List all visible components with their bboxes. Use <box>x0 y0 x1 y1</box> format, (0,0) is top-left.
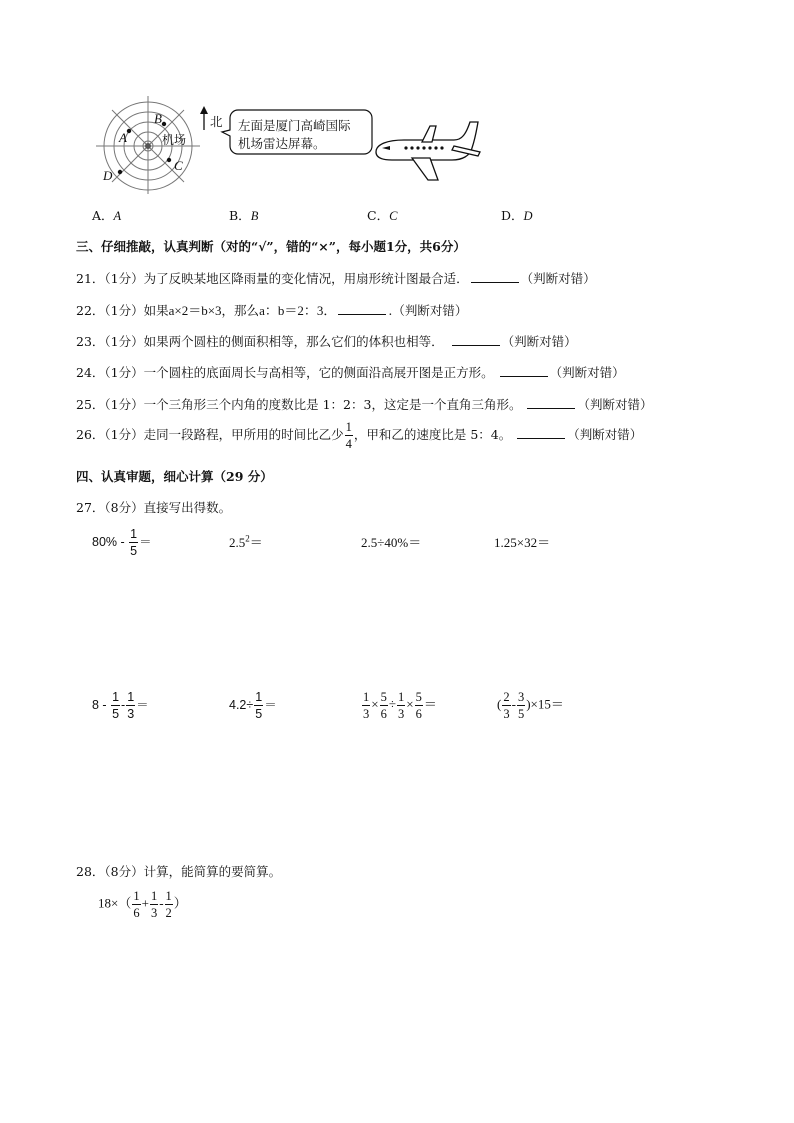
radar-label-d: D <box>103 168 113 183</box>
calc-1-2-equals: ＝ <box>249 535 263 550</box>
question-21-suffix: （判断对错） <box>520 271 596 286</box>
question-28-operator-1: + <box>141 895 149 911</box>
fraction-numerator: 3 <box>517 690 525 704</box>
question-23 <box>76 332 577 350</box>
fraction-denominator: 3 <box>503 706 510 721</box>
calc-1-2-base: 2.5 <box>229 535 246 550</box>
question-26 <box>76 421 642 450</box>
fraction-numerator: 5 <box>415 690 422 704</box>
fraction-denominator: 3 <box>127 706 135 721</box>
option-a-value: A <box>113 209 122 223</box>
answer-blank-22[interactable] <box>338 304 386 315</box>
calc-2-3-fraction-1 <box>362 691 370 720</box>
question-28-prefix: 18×（ <box>98 895 132 911</box>
answer-blank-21[interactable] <box>471 272 519 283</box>
option-b[interactable] <box>229 206 258 224</box>
calc-2-1-prefix: 8 - <box>92 697 111 712</box>
calc-2-3-fraction-2 <box>380 691 388 720</box>
section-3-heading: 三、仔细推敲，认真判断（对的“√”，错的“×”，每小题1分，共6分） <box>76 239 466 254</box>
question-28-fraction-1 <box>132 890 140 919</box>
option-d-value: D <box>523 209 533 223</box>
fraction-numerator: 1 <box>127 690 135 704</box>
calc-2-3 <box>361 691 437 720</box>
radar-label-b: B <box>154 111 162 126</box>
calc-2-4-operator: - <box>511 696 516 712</box>
question-25-suffix: （判断对错） <box>577 397 653 412</box>
fraction-numerator: 1 <box>345 420 352 434</box>
calc-2-1-equals: ＝ <box>136 697 149 712</box>
calc-2-4-open-paren: ( <box>497 696 502 712</box>
calc-2-4 <box>497 691 564 720</box>
question-21 <box>76 269 596 287</box>
calc-2-1-fraction-2 <box>126 691 135 720</box>
question-25 <box>76 395 652 413</box>
option-c-value: C <box>389 209 398 223</box>
question-28-fraction-2 <box>150 890 158 919</box>
question-23-text: 23．（1分）如果两个圆柱的侧面积相等，那么它们的体积也相等． <box>76 334 444 349</box>
fraction-denominator: 3 <box>363 706 370 721</box>
question-28-title: 28．（8分）计算，能简算的要简算。 <box>76 864 282 879</box>
fraction-denominator: 6 <box>380 706 387 721</box>
fraction-denominator: 6 <box>415 706 422 721</box>
question-21-text: 21．（1分）为了反映某地区降雨量的变化情况，用扇形统计图最合适． <box>76 271 469 286</box>
calc-2-2 <box>229 691 277 720</box>
question-23-suffix: （判断对错） <box>501 334 577 349</box>
answer-blank-26[interactable] <box>517 428 565 439</box>
question-24 <box>76 363 625 381</box>
question-26-suffix: （判断对错） <box>567 427 643 442</box>
fraction-numerator: 1 <box>133 889 140 903</box>
fraction-numerator: 1 <box>150 889 158 903</box>
calc-1-1-fraction <box>129 528 138 557</box>
calc-2-1-operator: - <box>121 697 126 712</box>
fraction-denominator: 6 <box>133 905 140 920</box>
radar-label-c: C <box>174 158 183 173</box>
radar-figure <box>92 94 492 194</box>
fraction-denominator: 4 <box>345 436 352 451</box>
option-d[interactable] <box>501 206 533 224</box>
fraction-denominator: 3 <box>397 706 405 721</box>
calc-2-2-prefix: 4.2÷ <box>229 697 254 712</box>
section-4-heading: 四、认真审题，细心计算（29 分） <box>76 469 273 484</box>
calc-2-4-fraction-1 <box>502 691 510 720</box>
fraction-denominator: 5 <box>130 543 138 558</box>
calc-2-3-operator-3: × <box>406 696 414 712</box>
question-26-fraction <box>345 421 353 450</box>
question-24-suffix: （判断对错） <box>549 365 625 380</box>
calc-2-3-operator-2: ÷ <box>388 696 396 712</box>
fraction-denominator: 2 <box>165 905 172 920</box>
question-28-operator-2: - <box>159 895 164 911</box>
question-25-text: 25．（1分）一个三角形三个内角的度数比是 1：2：3，这定是一个直角三角形。 <box>76 397 522 412</box>
north-label: 北 <box>210 114 223 129</box>
radar-label-a: A <box>119 130 127 145</box>
answer-blank-25[interactable] <box>527 398 575 409</box>
question-27-title: 27．（8分）直接写出得数。 <box>76 500 232 515</box>
fraction-numerator: 2 <box>503 690 510 704</box>
fraction-numerator: 1 <box>397 690 405 704</box>
calc-2-3-equals: ＝ <box>423 696 437 712</box>
calc-1-1-equals: ＝ <box>139 534 152 549</box>
fraction-denominator: 3 <box>150 905 158 920</box>
calc-1-4: 1.25×32＝ <box>494 535 551 550</box>
question-24-text: 24．（1分）一个圆柱的底面周长与高相等，它的侧面沿高展开图是正方形。 <box>76 365 494 380</box>
option-a-prefix: A． <box>92 208 114 223</box>
answer-blank-23[interactable] <box>452 335 500 346</box>
calc-1-2-exponent: 2 <box>245 533 250 544</box>
question-22-middle: ，那么 <box>221 303 260 318</box>
question-22-suffix: .（判断对错） <box>388 303 468 318</box>
question-28-fraction-3 <box>165 890 173 919</box>
calc-2-3-fraction-3 <box>397 691 405 720</box>
airport-label: 机场 <box>162 133 187 147</box>
question-26-middle: ，甲和乙的速度比是 5：4。 <box>353 427 512 442</box>
calc-2-3-fraction-4 <box>415 691 423 720</box>
calc-2-3-operator-1: × <box>371 696 379 712</box>
calc-1-3: 2.5÷40%＝ <box>361 535 422 550</box>
fraction-denominator: 5 <box>255 706 263 721</box>
fraction-denominator: 5 <box>517 706 525 721</box>
calc-1-1 <box>92 528 152 557</box>
calc-1-1-prefix: 80% - <box>92 534 129 549</box>
question-28-suffix: ） <box>173 895 187 911</box>
question-22-prefix: 22．（1分）如果 <box>76 303 169 318</box>
question-22-expression-1: a×2＝b×3 <box>168 303 222 318</box>
calc-2-1-fraction-1 <box>111 691 120 720</box>
speech-bubble-line1: 左面是厦门高崎国际 <box>238 118 351 133</box>
fraction-numerator: 1 <box>255 690 263 704</box>
answer-blank-24[interactable] <box>500 366 548 377</box>
question-26-prefix: 26．（1分）走同一段路程，甲所用的时间比乙少 <box>76 427 344 442</box>
fraction-numerator: 1 <box>363 690 370 704</box>
fraction-numerator: 5 <box>380 690 387 704</box>
question-22 <box>76 300 467 319</box>
calc-2-1 <box>92 691 149 720</box>
option-c-prefix: C． <box>367 208 390 223</box>
calc-2-4-suffix: )×15＝ <box>526 696 564 712</box>
calc-2-2-fraction <box>254 691 263 720</box>
fraction-numerator: 1 <box>165 889 172 903</box>
calc-1-2 <box>229 532 263 551</box>
question-22-expression-2: a：b＝2：3． <box>259 303 337 318</box>
fraction-numerator: 1 <box>130 527 138 541</box>
fraction-denominator: 5 <box>112 706 120 721</box>
fraction-numerator: 1 <box>112 690 120 704</box>
calc-2-2-equals: ＝ <box>264 697 277 712</box>
calc-2-4-fraction-2 <box>517 691 525 720</box>
speech-bubble-line2: 机场雷达屏幕。 <box>238 136 326 151</box>
option-b-prefix: B． <box>229 208 251 223</box>
option-a[interactable] <box>92 206 121 224</box>
option-b-value: B <box>250 209 259 223</box>
option-c[interactable] <box>367 206 397 224</box>
question-28-expression <box>98 890 187 919</box>
option-d-prefix: D． <box>501 208 524 223</box>
